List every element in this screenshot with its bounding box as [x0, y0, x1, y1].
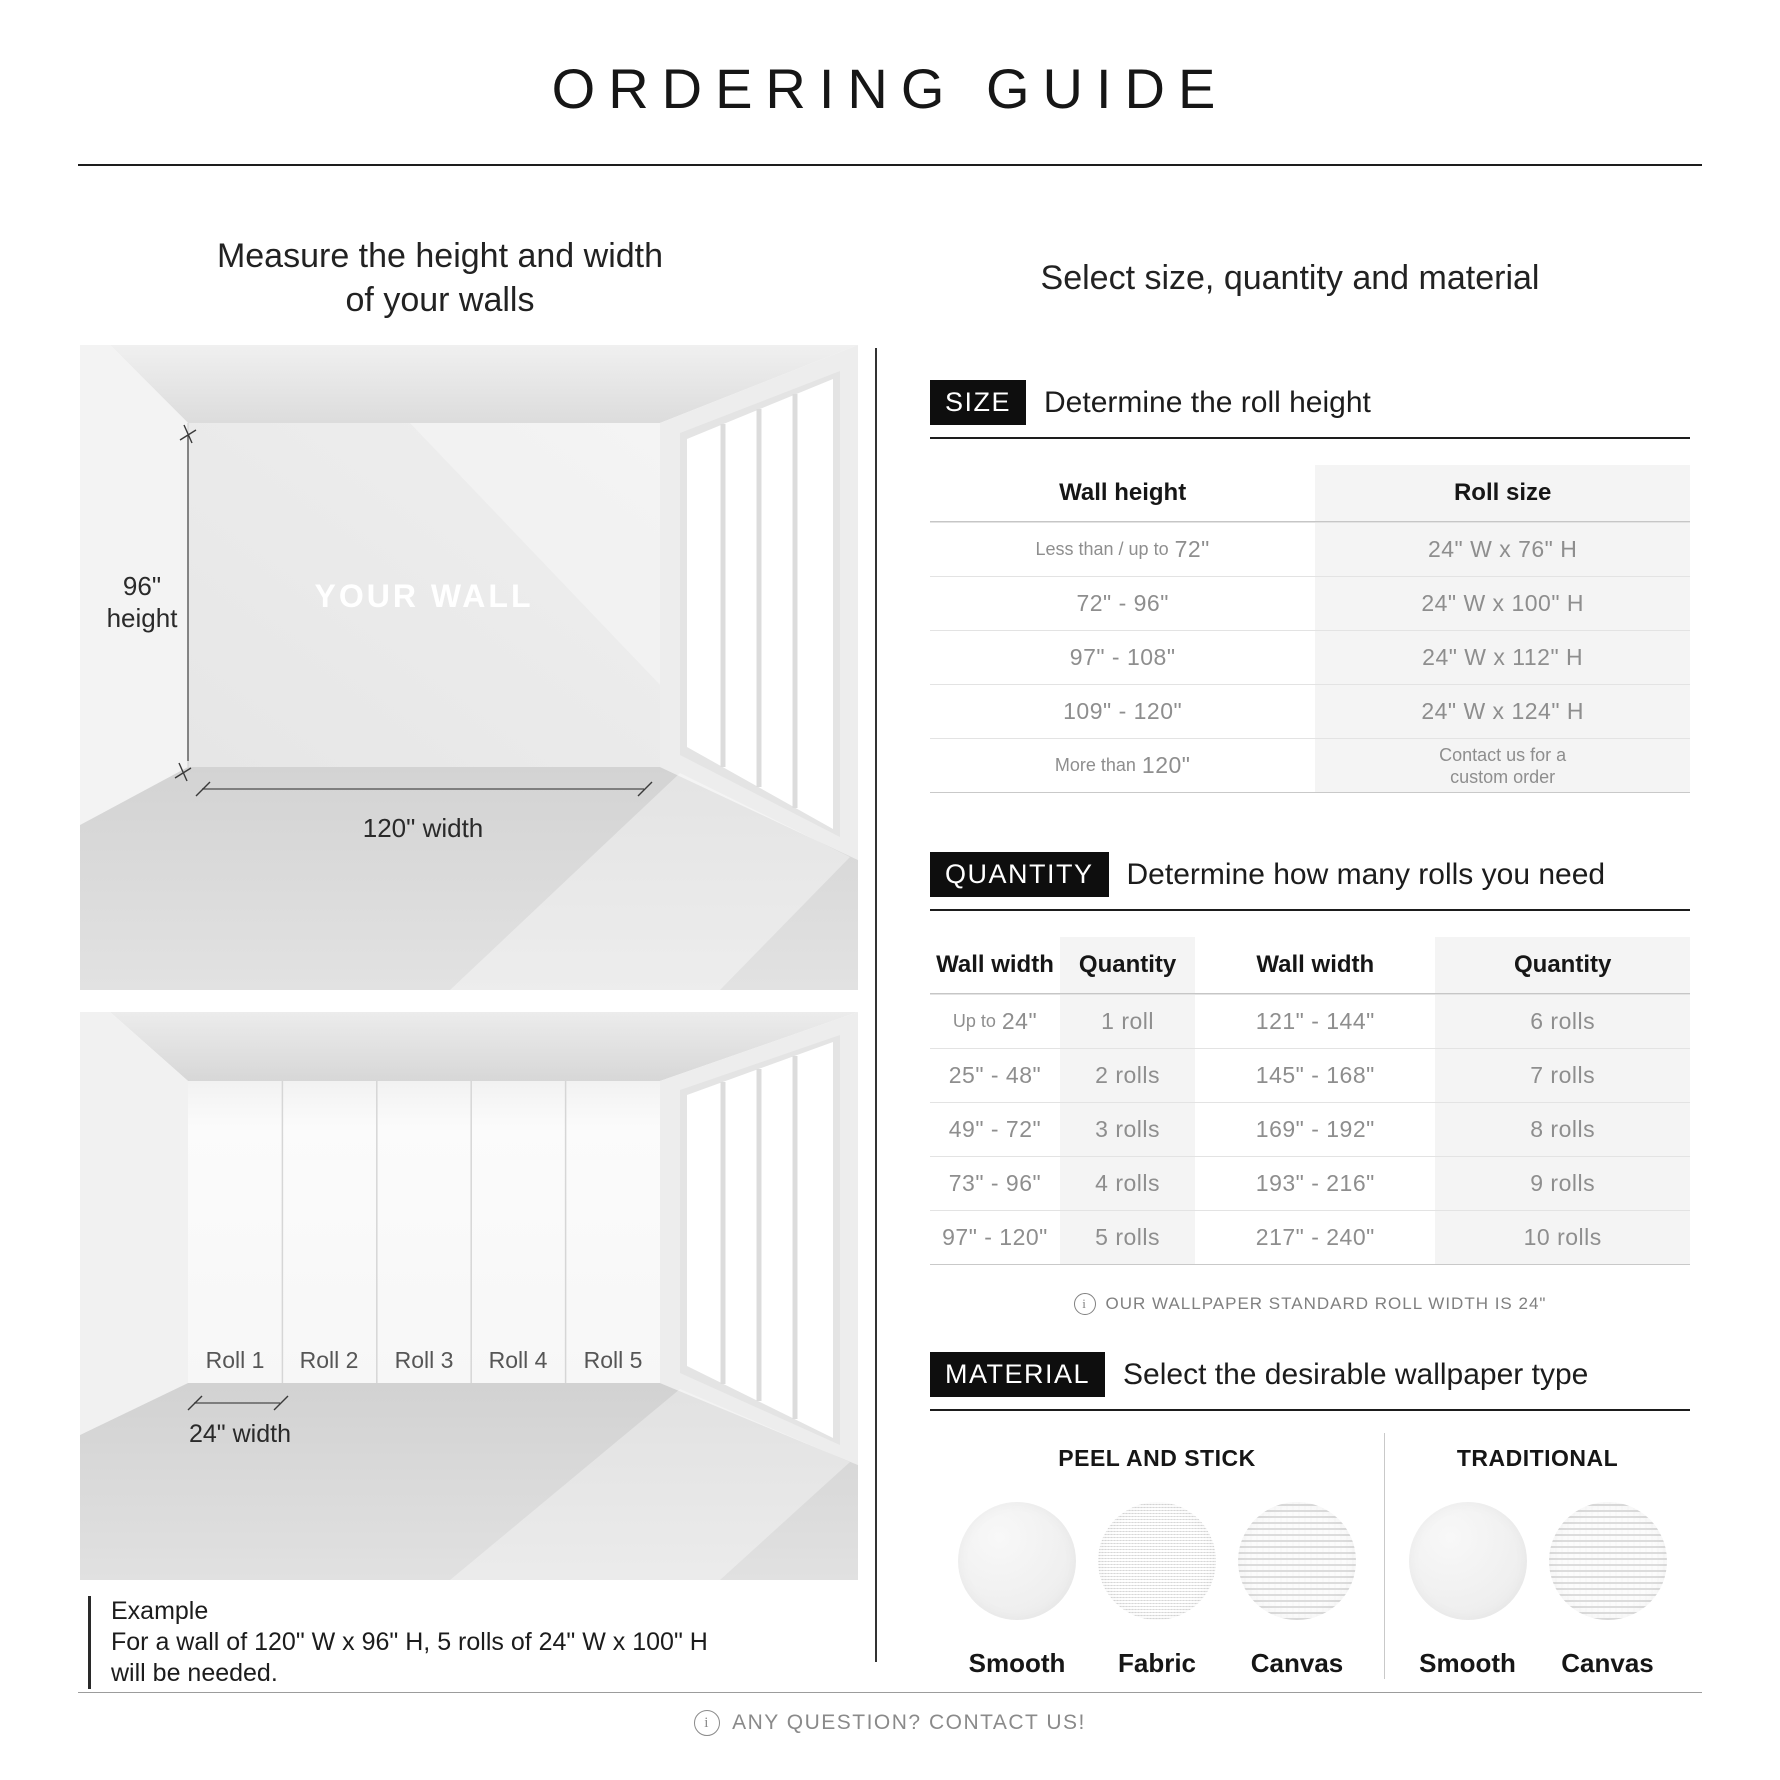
- size-row-wall: 97" - 108": [1069, 644, 1176, 670]
- left-column-heading: [80, 234, 800, 322]
- left-heading-line2: of your walls: [345, 281, 535, 319]
- room2-roll-1-label: Roll 1: [205, 1347, 265, 1373]
- material-section-head: [930, 1352, 1690, 1411]
- quantity-section: [930, 852, 1690, 1315]
- material-swatch-canvas: [1549, 1502, 1667, 1620]
- room1-width-label: 120" width: [362, 813, 484, 843]
- example-block: [88, 1596, 791, 1689]
- size-row-wall: 72" - 96": [1076, 590, 1169, 616]
- room2-roll-5-label: Roll 5: [583, 1347, 643, 1373]
- material-swatch-canvas: [1238, 1502, 1356, 1620]
- size-table-header: [930, 465, 1690, 522]
- size-row-wall: More than 120": [1054, 752, 1191, 778]
- room-illustration-your-wall: [80, 345, 858, 990]
- left-heading-line1: Measure the height and width: [216, 237, 664, 275]
- size-row-roll: 24" W x 112" H: [1315, 631, 1690, 684]
- table-row: [930, 630, 1690, 684]
- table-row: 73" - 96" 4 rolls 193" - 216" 9 rolls: [930, 1156, 1690, 1210]
- table-row: [930, 576, 1690, 630]
- qty-col-quantity-1: Quantity: [1060, 937, 1195, 993]
- material-item-fabric: [1098, 1502, 1216, 1679]
- table-row: [930, 738, 1690, 793]
- example-line1: For a wall of 120" W x 96" H, 5 rolls of 24" W x 100" H: [111, 1628, 708, 1656]
- info-icon: i: [1074, 1293, 1096, 1315]
- room1-height-value: 96": [122, 571, 162, 601]
- material-item-smooth: [958, 1502, 1076, 1679]
- table-row: 97" - 120" 5 rolls 217" - 240" 10 rolls: [930, 1210, 1690, 1265]
- size-row-roll-custom: Contact us for a custom order: [1315, 739, 1690, 792]
- size-table: [930, 465, 1690, 793]
- page-title: ORDERING GUIDE: [551, 57, 1229, 120]
- quantity-section-head: [930, 852, 1690, 911]
- material-group-name: TRADITIONAL: [1456, 1445, 1619, 1471]
- room2-width-label: 24" width: [189, 1420, 291, 1448]
- material-item-canvas: [1549, 1502, 1667, 1679]
- footer-divider: [78, 1692, 1702, 1693]
- material-badge: MATERIAL: [930, 1352, 1105, 1397]
- size-subtitle: Determine the roll height: [1044, 385, 1371, 419]
- info-icon: i: [694, 1710, 720, 1736]
- material-label: Canvas: [1250, 1648, 1344, 1678]
- qty-col-wall-width-2: Wall width: [1256, 951, 1375, 978]
- qty-col-wall-width-1: Wall width: [936, 951, 1054, 978]
- room2-roll-2-label: Roll 2: [299, 1347, 359, 1373]
- room1-height-word: height: [106, 603, 178, 633]
- size-row-roll: 24" W x 100" H: [1315, 577, 1690, 630]
- quantity-table: [930, 937, 1690, 1265]
- material-swatch-smooth: [1409, 1502, 1527, 1620]
- roll-width-note: [930, 1293, 1690, 1315]
- table-row: 49" - 72" 3 rolls 169" - 192" 8 rolls: [930, 1102, 1690, 1156]
- qty-col-quantity-2: Quantity: [1435, 937, 1690, 993]
- room1-your-wall-label: YOUR WALL: [314, 578, 534, 614]
- material-label: Smooth: [968, 1648, 1066, 1678]
- size-section-head: [930, 380, 1690, 439]
- room-illustration-rolls: [80, 1012, 858, 1580]
- material-item-canvas: [1238, 1502, 1356, 1679]
- footer-note: [0, 1710, 1780, 1736]
- size-row-roll: 24" W x 76" H: [1315, 523, 1690, 576]
- material-section: [930, 1352, 1690, 1679]
- size-badge: SIZE: [930, 380, 1026, 425]
- column-divider: [875, 348, 877, 1662]
- roll-width-note-text: OUR WALLPAPER STANDARD ROLL WIDTH IS 24": [1105, 1294, 1547, 1313]
- room2-roll-3-label: Roll 3: [394, 1347, 454, 1373]
- material-item-smooth: [1409, 1502, 1527, 1679]
- material-group-name: PEEL AND STICK: [1058, 1445, 1256, 1471]
- material-swatch-smooth: [958, 1502, 1076, 1620]
- quantity-badge: QUANTITY: [930, 852, 1109, 897]
- material-label: Smooth: [1419, 1648, 1516, 1678]
- material-group-traditional: [1385, 1433, 1690, 1679]
- table-row: Up to 24" 1 roll 121" - 144" 6 rolls: [930, 994, 1690, 1048]
- material-group-peel-and-stick: [930, 1433, 1385, 1679]
- material-label: Fabric: [1117, 1648, 1197, 1678]
- size-col-roll-size: Roll size: [1315, 465, 1690, 521]
- size-section: [930, 380, 1690, 793]
- material-label: Canvas: [1561, 1648, 1654, 1678]
- table-row: [930, 684, 1690, 738]
- example-title: Example: [111, 1597, 209, 1625]
- example-line2: will be needed.: [111, 1659, 278, 1687]
- size-col-wall-height: Wall height: [1059, 479, 1187, 506]
- size-row-wall: 109" - 120": [1063, 698, 1183, 724]
- quantity-table-header: [930, 937, 1690, 994]
- top-divider: [78, 164, 1702, 166]
- right-column-heading: Select size, quantity and material: [1040, 259, 1540, 297]
- size-row-wall: Less than / up to 72": [1035, 536, 1210, 562]
- material-swatch-fabric: [1098, 1502, 1216, 1620]
- size-row-roll: 24" W x 124" H: [1315, 685, 1690, 738]
- table-row: [930, 522, 1690, 576]
- material-groups: [930, 1433, 1690, 1679]
- quantity-subtitle: Determine how many rolls you need: [1126, 857, 1606, 891]
- footer-note-text: ANY QUESTION? CONTACT US!: [732, 1711, 1086, 1734]
- material-subtitle: Select the desirable wallpaper type: [1123, 1357, 1589, 1391]
- room2-left-wall: [80, 1012, 188, 1435]
- table-row: 25" - 48" 2 rolls 145" - 168" 7 rolls: [930, 1048, 1690, 1102]
- room2-roll-4-label: Roll 4: [488, 1347, 548, 1373]
- room2-roll-panels: [188, 1081, 660, 1383]
